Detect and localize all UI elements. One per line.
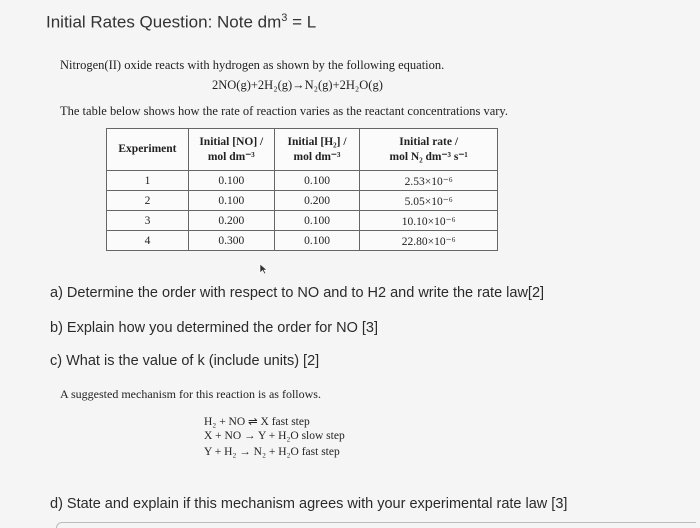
cell: 3 [107,211,189,231]
table-row [107,171,498,191]
header-label: Initial rate / [399,135,459,148]
title-text: Initial Rates Question: Note dm [46,12,282,32]
header-rate [360,129,498,171]
header-unit: mol dm⁻³ [293,150,341,163]
cell: 10.10×10⁻⁶ [360,211,498,231]
table-intro-text: The table below shows how the rate of reaction varies as the reactant concentrations vary. [60,104,508,118]
question-c: c) What is the value of k (include units) [2] [50,353,320,369]
table-header-row [107,129,498,171]
cell: 0.200 [274,191,360,211]
title-suffix: = L [287,12,317,32]
cell: 0.300 [188,231,274,251]
cell: 22.80×10⁻⁶ [360,231,498,251]
mechanism-step-1: H₂ + NO ⇌ X fast step [204,416,310,428]
table-row [107,191,498,211]
header-unit: mol dm⁻³ [207,150,255,163]
cell: 4 [107,231,189,251]
header-label: Initial [NO] / [199,135,264,148]
cell: 1 [107,171,189,191]
header-experiment [107,129,189,171]
title-superscript: 3 [281,12,288,24]
cell: 0.100 [274,211,360,231]
cell: 2.53×10⁻⁶ [360,171,498,191]
question-a: a) Determine the order with respect to NO and to H2 and write the rate law[2] [50,285,545,301]
cell: 0.100 [188,191,274,211]
mechanism-intro: A suggested mechanism for this reaction is as follows. [60,387,321,401]
page-title [46,12,316,33]
header-h2 [274,129,360,171]
header-label: Experiment [118,143,177,155]
question-b: b) Explain how you determined the order for NO [3] [50,320,379,336]
header-no [188,129,274,171]
cell: 0.100 [274,171,360,191]
mechanism-step-3: Y + H₂ → N₂ + H₂O fast step [204,446,340,458]
cell: 0.100 [274,231,360,251]
answer-box-edge[interactable] [56,522,696,528]
intro-text: Nitrogen(II) oxide reacts with hydrogen as shown by the following equation. [60,58,445,72]
cell: 5.05×10⁻⁶ [360,191,498,211]
table-row [107,211,498,231]
reaction-equation: 2NO(g)+2H₂(g)→N₂(g)+2H₂O(g) [212,78,383,92]
rate-data-table [106,128,498,251]
mechanism-step-2: X + NO → Y + H₂O slow step [204,430,345,442]
header-unit: mol N₂ dm⁻³ s⁻¹ [389,150,468,163]
table-row [107,231,498,251]
question-d: d) State and explain if this mechanism agrees with your experimental rate law [3] [50,496,568,512]
cell: 2 [107,191,189,211]
mouse-pointer-icon [259,262,268,280]
header-label: Initial [H₂] / [287,135,347,148]
cell: 0.100 [188,171,274,191]
cell: 0.200 [188,211,274,231]
